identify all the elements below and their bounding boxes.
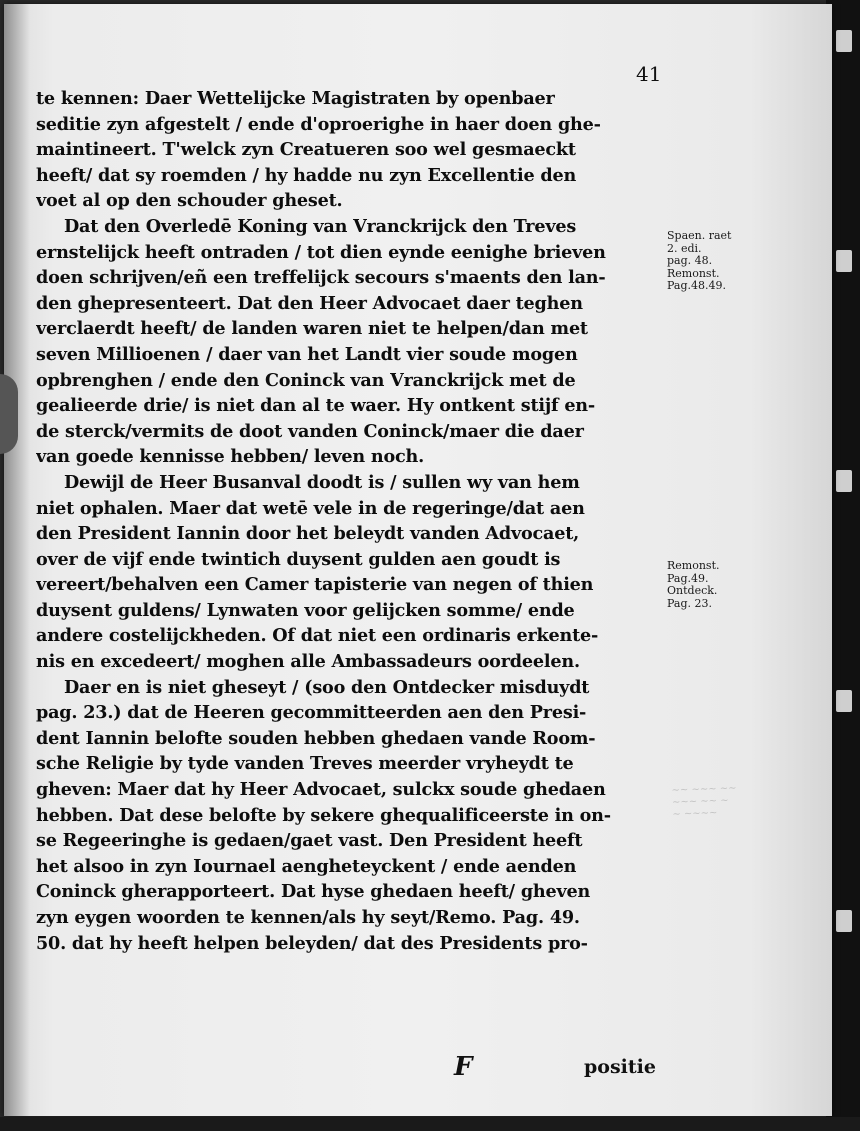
text-line: opbrenghen / ende den Coninck van Vranckrijck met de [36, 369, 576, 391]
text-line: nis en excedeert/ moghen alle Ambassadeurs oordeelen. [36, 651, 580, 673]
text-line: Coninck gherapporteert. Dat hyse ghedaen heeft/ gheven [36, 881, 591, 903]
text-line: doen schrijven/eñ een treffelijck secours s'maents den lan- [36, 267, 606, 289]
signature-mark: F [454, 1052, 473, 1082]
margin-note-line: Pag. 23. [667, 596, 712, 610]
margin-note-line: Pag.49. [667, 571, 709, 585]
text-line: niet ophalen. Maer dat wetē vele in de regeringe/dat aen [36, 497, 585, 519]
body-text [36, 86, 660, 956]
film-perforation [836, 690, 852, 712]
text-line: 50. dat hy heeft helpen beleyden/ dat des Presidents pro- [36, 932, 588, 954]
margin-note-line: 2. edi. [667, 241, 702, 255]
text-line: gheven: Maer dat hy Heer Advocaet, sulckx soude ghedaen [36, 779, 606, 801]
text-line: den ghepresenteert. Dat den Heer Advocaet daer teghen [36, 292, 583, 314]
film-edge-bottom [0, 1117, 860, 1131]
film-perforation [836, 910, 852, 932]
bleed-through-text: ~~ ~~~ ~~ ~~~ ~~ ~ ~ ~~~~ [671, 782, 737, 821]
margin-note-line: Pag.48.49. [667, 279, 726, 292]
margin-note-line: Remonst. [667, 559, 720, 572]
text-line: de sterck/vermits de doot vanden Coninck/maer die daer [36, 420, 584, 442]
text-line: Daer en is niet gheseyt / (soo den Ontdecker misduydt [64, 676, 590, 698]
film-perforation [836, 30, 852, 52]
film-perforation [836, 250, 852, 272]
text-line: hebben. Dat dese belofte by sekere ghequalificeerste in on- [36, 804, 611, 826]
text-line: maintineert. T'welck zyn Creatueren soo wel gesmaeckt [36, 139, 576, 161]
page-number: 41 [636, 62, 662, 86]
page-notch [0, 374, 18, 454]
text-line: voet al op den schouder gheset. [36, 190, 343, 212]
text-line: ernstelijck heeft ontraden / tot dien eynde eenighe brieven [36, 241, 606, 263]
text-line: Dat den Overledē Koning van Vranckrijck den Treves [64, 215, 577, 237]
catchword: positie [584, 1056, 656, 1078]
scanned-page [4, 4, 832, 1116]
margin-note-line: Remonst. [667, 266, 720, 280]
margin-note-line: Spaen. raet [667, 229, 732, 242]
text-line: zyn eygen woorden te kennen/als hy seyt/Remo. Pag. 49. [36, 907, 580, 928]
margin-note-line: Ontdeck. [667, 584, 718, 597]
text-line: heeft/ dat sy roemden / hy hadde nu zyn Excellentie den [36, 164, 577, 186]
text-line: het alsoo in zyn Iournael aengheteyckent / ende aenden [36, 855, 577, 877]
text-line: van goede kennisse hebben/ leven noch. [36, 446, 425, 468]
text-line: den President Iannin door het beleydt vanden Advocaet, [36, 523, 580, 545]
text-line: se Regeeringhe is gedaen/gaet vast. Den President heeft [36, 830, 583, 852]
text-line: dent Iannin belofte souden hebben ghedaen vande Room- [36, 727, 596, 749]
text-line: duysent guldens/ Lynwaten voor gelijcken somme/ ende [36, 599, 575, 621]
text-line: gealieerde drie/ is niet dan al te waer. Hy ontkent stijf en- [36, 395, 596, 417]
text-line: seven Millioenen / daer van het Landt vier soude mogen [36, 343, 578, 365]
text-line: verclaerdt heeft/ de landen waren niet te helpen/dan met [36, 318, 588, 340]
binding-shadow [4, 4, 30, 1116]
text-line: Dewijl de Heer Busanval doodt is / sullen wy van hem [64, 471, 580, 493]
text-line: over de vijf ende twintich duysent gulden aen goudt is [36, 548, 561, 570]
text-line: pag. 23.) dat de Heeren gecommitteerden aen den Presi- [36, 702, 587, 724]
margin-note-spaen-raet [667, 230, 757, 293]
margin-note-remonst [667, 560, 757, 610]
film-perforation [836, 470, 852, 492]
text-line: vereert/behalven een Camer tapisterie van negen of thien [36, 574, 594, 596]
text-line: sche Religie by tyde vanden Treves meerder vryheydt te [36, 753, 574, 775]
text-line: andere costelijckheden. Of dat niet een ordinaris erkente- [36, 625, 599, 647]
margin-note-line: pag. 48. [667, 254, 713, 267]
text-line: seditie zyn afgestelt / ende d'oproerighe in haer doen ghe- [36, 113, 601, 135]
text-line: te kennen: Daer Wettelijcke Magistraten by openbaer [36, 88, 555, 109]
